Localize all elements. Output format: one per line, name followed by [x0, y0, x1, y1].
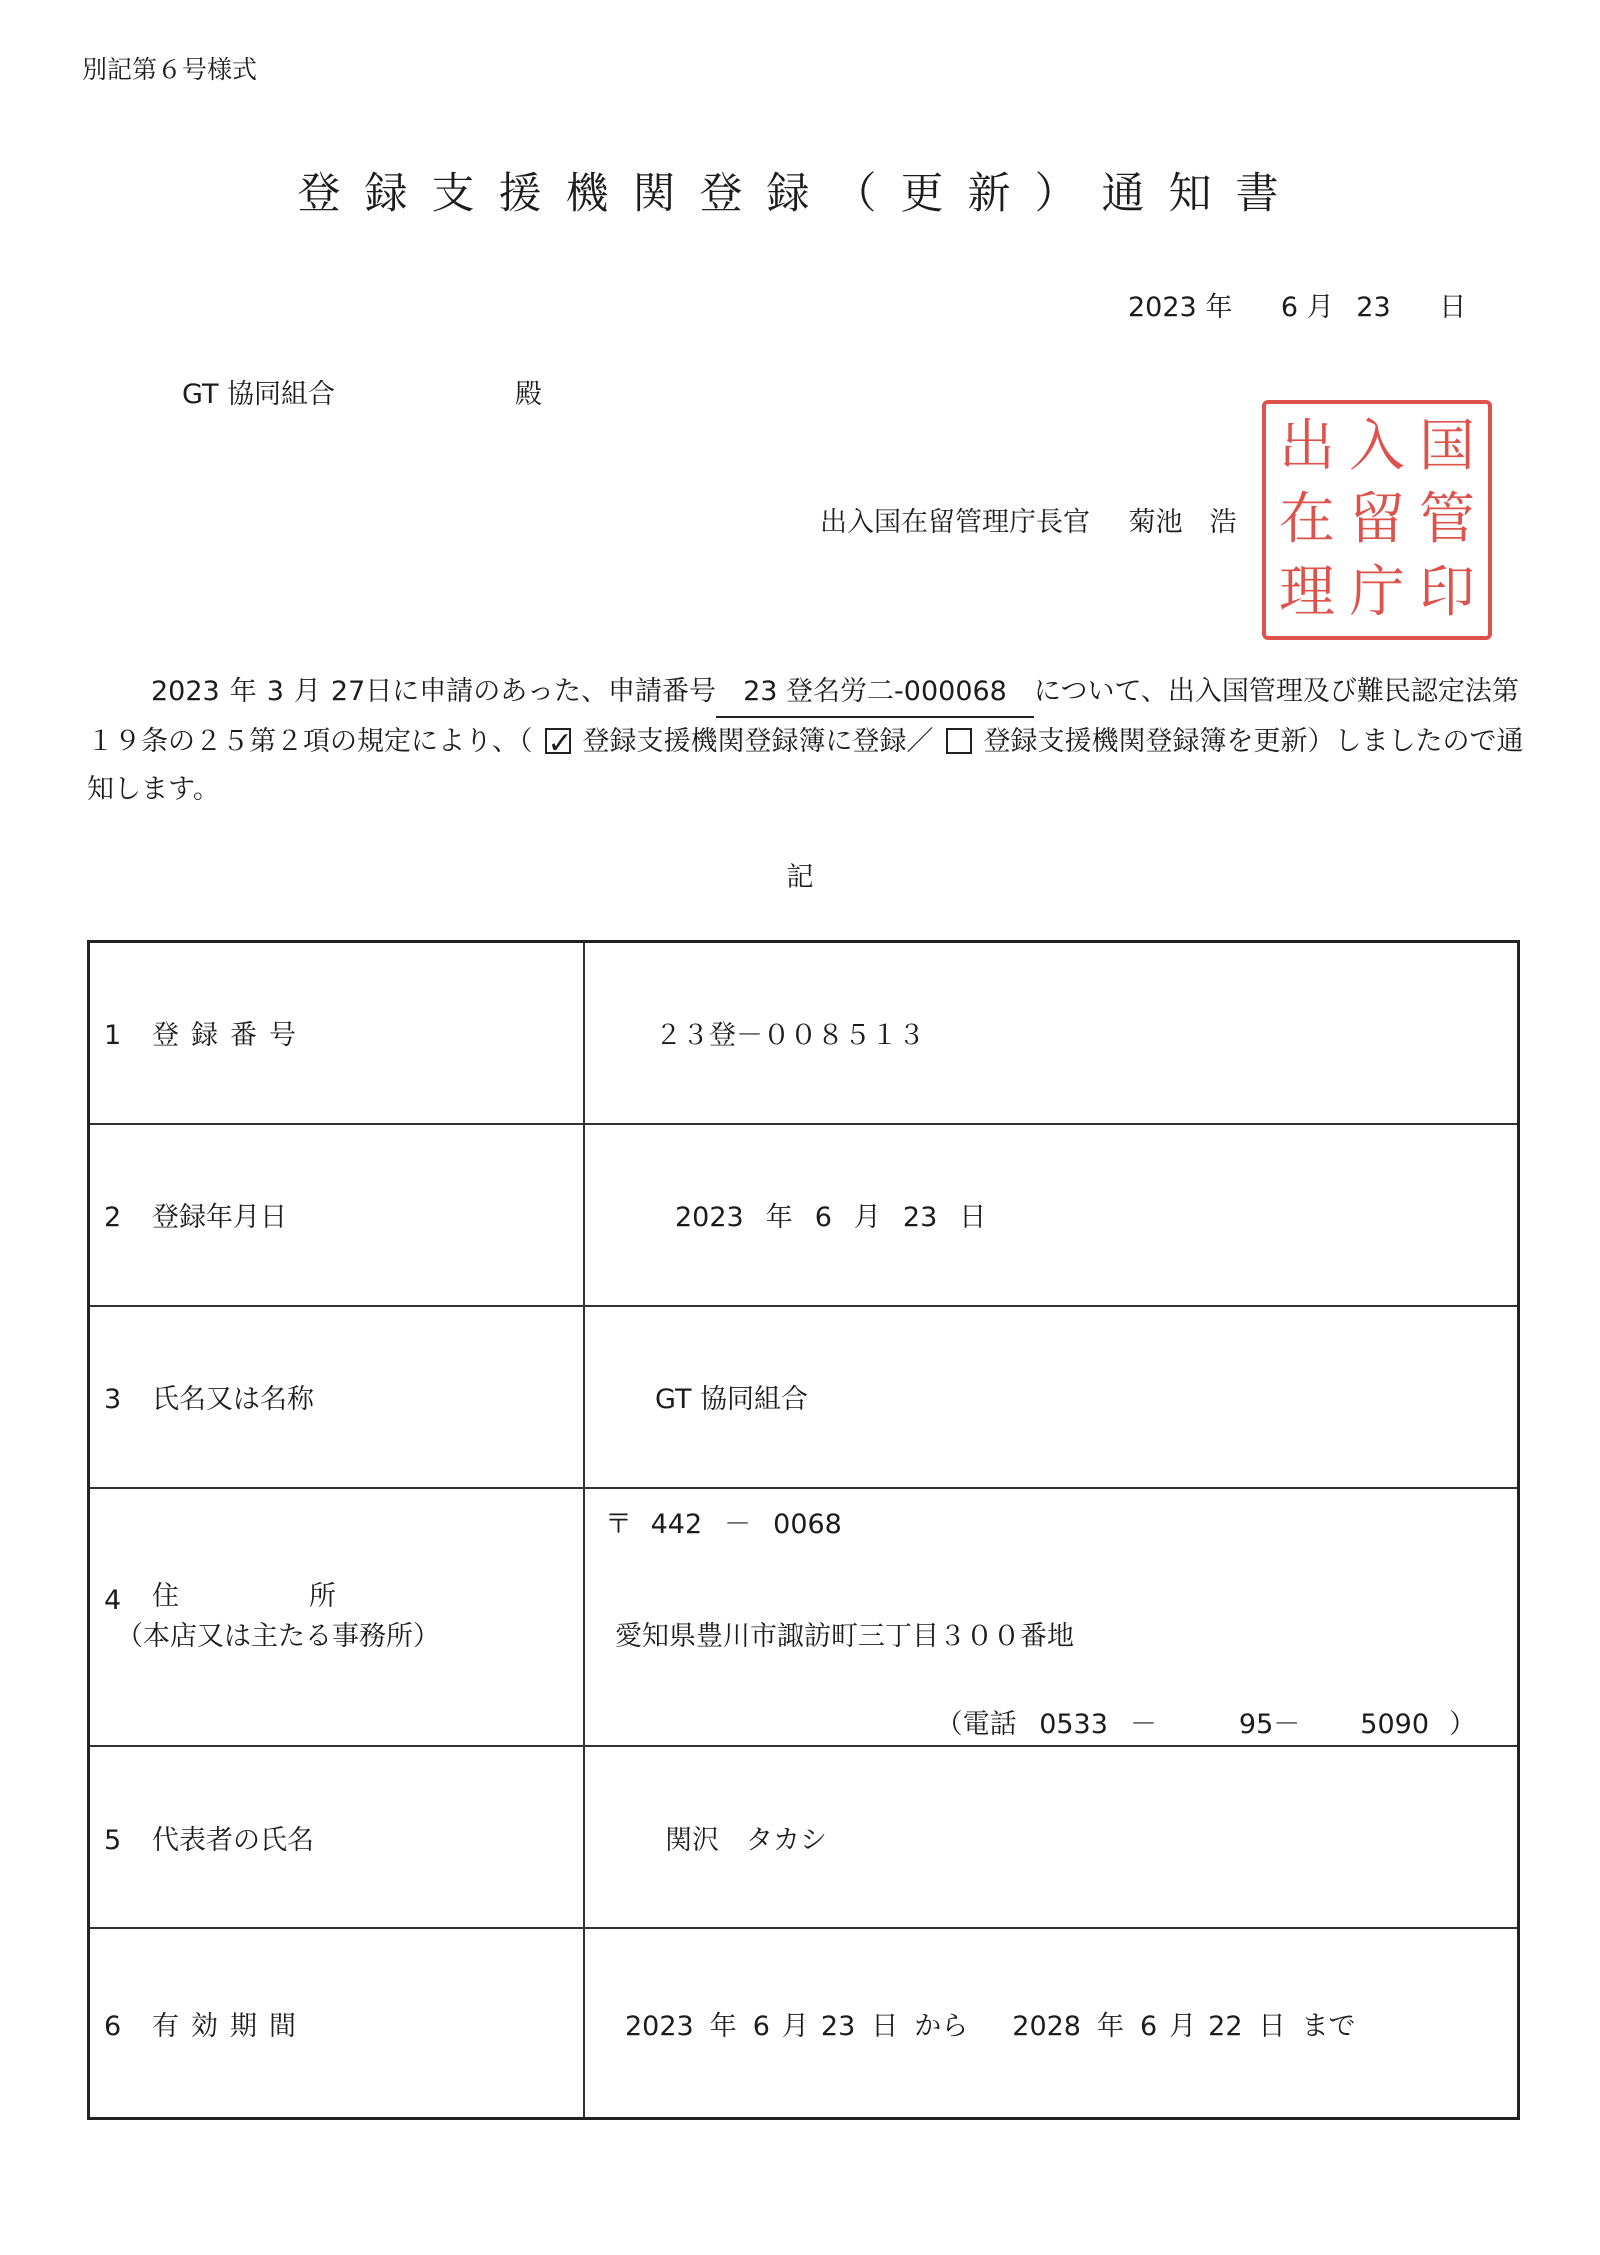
address-cell: [584, 1488, 1519, 1746]
ki-heading: 記: [786, 862, 814, 893]
to-year: 2028: [1012, 2010, 1081, 2042]
option-renew: 登録支援機関登録簿を更新）しましたので通知します。: [87, 726, 1524, 805]
phone-label: （電話: [935, 1708, 1017, 1740]
app-year-unit: 年: [229, 676, 257, 707]
phone-exchange: 95: [1238, 1708, 1274, 1740]
body-text-1: 日に申請のあった、申請番号: [365, 676, 716, 707]
phone-dash-2: －: [1273, 1708, 1301, 1740]
from-month-unit: 月: [781, 2010, 809, 2042]
row-number: 3: [104, 1384, 122, 1416]
postal-first: 442: [650, 1508, 703, 1540]
from-month: 6: [752, 2010, 770, 2042]
reg-month-unit: 月: [853, 1202, 881, 1234]
body-text-2: について、出入国管理及び難民認定法第１９条の２５第２項の規定により、（: [87, 676, 1519, 757]
row-label: [116, 1577, 440, 1657]
registration-date: [584, 1124, 1519, 1306]
table-row: [89, 1124, 1519, 1306]
issue-year: 2023: [1128, 292, 1197, 323]
from-day: 23: [820, 2010, 856, 2042]
sender-title: 出入国在留管理庁長官: [820, 507, 1090, 538]
app-year: 2023: [151, 676, 220, 707]
option-register: 登録支援機関登録簿に登録／: [582, 726, 934, 757]
to-day: 22: [1208, 2010, 1243, 2042]
addressee-name: GT 協同組合: [182, 379, 336, 410]
sender-name: 菊池 浩: [1128, 507, 1237, 538]
table-row: [89, 1746, 1519, 1928]
registration-number: ２３登－００８５１３: [584, 942, 1519, 1124]
reg-day-unit: 日: [959, 1202, 987, 1234]
phone-close: ）: [1449, 1708, 1476, 1740]
label-sub: （本店又は主たる事務所）: [116, 1621, 440, 1653]
row-label: 登録年月日: [152, 1202, 287, 1234]
registration-table: [87, 940, 1520, 2120]
app-month-unit: 月: [293, 676, 321, 707]
document-title: 登録支援機関登録（更新）通知書: [297, 169, 1303, 219]
label-sho: 所: [309, 1581, 336, 1613]
notice-body: [87, 668, 1527, 814]
issue-day: 23: [1356, 292, 1391, 323]
form-number: 別記第６号様式: [82, 55, 258, 84]
label-cell: [89, 1124, 585, 1306]
address-text: 愛知県豊川市諏訪町三丁目３００番地: [615, 1620, 1074, 1652]
issue-year-unit: 年: [1205, 292, 1233, 323]
phone-dash-1: －: [1129, 1708, 1157, 1740]
to-year-unit: 年: [1096, 2010, 1124, 2042]
row-number: 5: [104, 1824, 122, 1856]
row-number: 2: [104, 1202, 122, 1234]
row-label: 有効期間: [152, 2010, 308, 2042]
renew-checkbox: [946, 728, 972, 754]
issue-date: [1128, 285, 1466, 324]
to-day-unit: 日: [1258, 2010, 1286, 2042]
phone-line: 5090: [1360, 1708, 1429, 1740]
from-text: から: [914, 2010, 969, 2042]
postal-mark: 〒: [605, 1508, 632, 1540]
to-month: 6: [1139, 2010, 1158, 2042]
issue-month: 6: [1280, 292, 1299, 323]
application-number: 23 登名労二-000068: [716, 668, 1034, 718]
reg-year-unit: 年: [765, 1202, 793, 1234]
from-year: 2023: [625, 2010, 694, 2042]
label-cell: [89, 1306, 585, 1488]
row-number: 4: [104, 1585, 122, 1617]
sender: [820, 500, 1237, 539]
row-number: 1: [104, 1020, 122, 1052]
table-row: [89, 1488, 1519, 1746]
representative-name: 関沢 タカシ: [584, 1746, 1519, 1928]
phone-number: [936, 1702, 1476, 1741]
register-checkbox: [545, 728, 571, 754]
app-day: 27: [330, 676, 366, 707]
validity-period: [584, 1928, 1519, 2118]
phone-area: 0533: [1039, 1708, 1108, 1740]
reg-year: 2023: [675, 1202, 744, 1234]
row-number: 6: [104, 2010, 122, 2042]
label-ju: 住: [152, 1581, 179, 1613]
addressee-honorific: 殿: [515, 379, 542, 410]
to-text: まで: [1301, 2010, 1356, 2042]
postal-dash: －: [724, 1508, 752, 1540]
label-cell: [89, 942, 585, 1124]
row-label: 氏名又は名称: [152, 1384, 314, 1416]
official-seal: 出 入 国 在 留 管 理 庁 印: [1262, 400, 1492, 640]
postal-second: 0068: [773, 1508, 842, 1540]
table-row: [89, 1928, 1519, 2118]
row-label: 登録番号: [152, 1020, 308, 1052]
table-row: [89, 942, 1519, 1124]
organization-name: GT 協同組合: [584, 1306, 1519, 1488]
issue-month-unit: 月: [1306, 292, 1334, 323]
label-cell: [89, 1746, 585, 1928]
reg-month: 6: [814, 1202, 832, 1234]
to-month-unit: 月: [1169, 2010, 1197, 2042]
row-label: 代表者の氏名: [152, 1824, 314, 1856]
label-cell: [89, 1928, 585, 2118]
from-year-unit: 年: [709, 2010, 737, 2042]
app-month: 3: [266, 676, 284, 707]
from-day-unit: 日: [871, 2010, 899, 2042]
label-cell: [89, 1488, 585, 1746]
reg-day: 23: [902, 1202, 938, 1234]
postal-code: [605, 1502, 842, 1541]
table-row: [89, 1306, 1519, 1488]
issue-day-unit: 日: [1439, 292, 1467, 323]
